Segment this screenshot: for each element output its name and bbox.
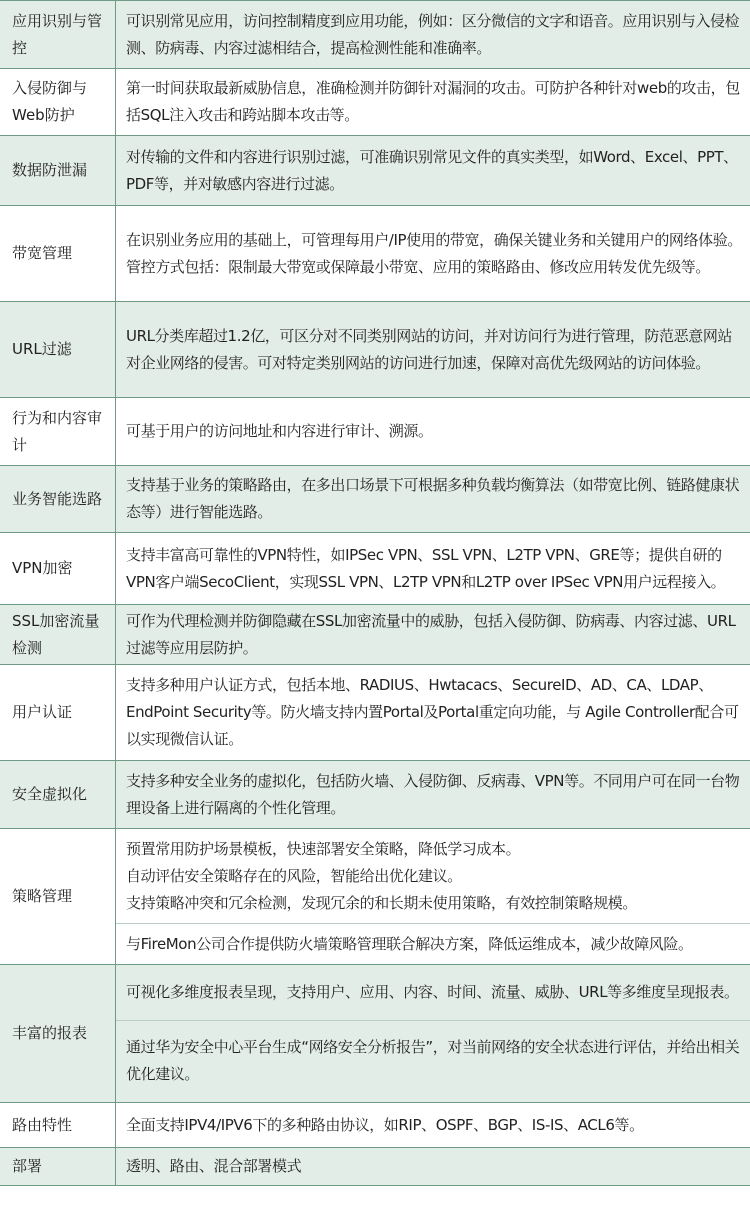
feature-name-reports: 丰富的报表: [0, 965, 116, 1103]
feature-desc-policy-mgmt: [116, 829, 750, 965]
feature-desc-reports: [116, 965, 750, 1103]
feature-desc-smart-routing: 支持基于业务的策略路由，在多出口场景下可根据多种负载均衡算法（如带宽比例、链路健康状态等）进行智能选路。: [116, 466, 750, 533]
feature-name-policy-mgmt: 策略管理: [0, 829, 116, 965]
policy-mgmt-block-firemon: [116, 923, 750, 964]
feature-name-app-control: 应用识别与管控: [0, 1, 116, 69]
feature-desc-virtualization: 支持多种安全业务的虚拟化，包括防火墙、入侵防御、反病毒、VPN等。不同用户可在同一台物理设备上进行隔离的个性化管理。: [116, 761, 750, 829]
feature-name-user-auth: 用户认证: [0, 665, 116, 761]
feature-name-virtualization: 安全虚拟化: [0, 761, 116, 829]
feature-name-deployment: 部署: [0, 1148, 116, 1186]
feature-name-ssl-inspection: SSL加密流量检测: [0, 605, 116, 665]
policy-mgmt-line-conflict: 支持策略冲突和冗余检测，发现冗余的和长期未使用策略，有效控制策略规模。: [126, 893, 638, 912]
feature-desc-bandwidth: 在识别业务应用的基础上，可管理每用户/IP使用的带宽，确保关键业务和关键用户的网络体验。管控方式包括：限制最大带宽或保障最小带宽、应用的策略路由、修改应用转发优先级等。: [116, 206, 750, 302]
feature-name-audit: 行为和内容审计: [0, 398, 116, 466]
policy-mgmt-line-templates: 预置常用防护场景模板，快速部署安全策略，降低学习成本。: [126, 839, 521, 858]
feature-desc-url-filter: URL分类库超过1.2亿，可区分对不同类别网站的访问，并对访问行为进行管理，防范恶意网站对企业网络的侵害。可对特定类别网站的访问进行加速，保障对高优先级网站的访问体验。: [116, 302, 750, 398]
feature-desc-audit: 可基于用户的访问地址和内容进行审计、溯源。: [116, 398, 750, 466]
feature-name-url-filter: URL过滤: [0, 302, 116, 398]
policy-mgmt-line-risk-eval: 自动评估安全策略存在的风险，智能给出优化建议。: [126, 866, 462, 885]
feature-name-ips-web: 入侵防御与Web防护: [0, 69, 116, 136]
reports-line-analysis: 通过华为安全中心平台生成“网络安全分析报告”，对当前网络的安全状态进行评估，并给出相关优化建议。: [126, 1038, 740, 1084]
policy-mgmt-block-main: [116, 829, 750, 923]
feature-name-dlp: 数据防泄漏: [0, 136, 116, 206]
feature-desc-user-auth: 支持多种用户认证方式，包括本地、RADIUS、Hwtacacs、SecureID、AD、CA、LDAP、EndPoint Security等。防火墙支持内置Portal及Portal重定向功能，与 Agile Controller配合可以实现微信认证。: [116, 665, 750, 761]
feature-desc-app-control: 可识别常见应用，访问控制精度到应用功能，例如：区分微信的文字和语音。应用识别与入侵检测、防病毒、内容过滤相结合，提高检测性能和准确率。: [116, 1, 750, 69]
policy-mgmt-line-firemon: 与FireMon公司合作提供防火墙策略管理联合解决方案，降低运维成本，减少故障风险。: [126, 934, 693, 953]
reports-block-analysis: [116, 1020, 750, 1103]
feature-name-bandwidth: 带宽管理: [0, 206, 116, 302]
feature-desc-ips-web: 第一时间获取最新威胁信息，准确检测并防御针对漏洞的攻击。可防护各种针对web的攻击，包括SQL注入攻击和跨站脚本攻击等。: [116, 69, 750, 136]
feature-name-routing: 路由特性: [0, 1103, 116, 1148]
feature-name-vpn: VPN加密: [0, 533, 116, 605]
feature-desc-ssl-inspection: 可作为代理检测并防御隐藏在SSL加密流量中的威胁，包括入侵防御、防病毒、内容过滤、URL过滤等应用层防护。: [116, 605, 750, 665]
reports-line-visual: 可视化多维度报表呈现，支持用户、应用、内容、时间、流量、威胁、URL等多维度呈现报表。: [126, 982, 739, 1001]
feature-desc-deployment: 透明、路由、混合部署模式: [116, 1148, 750, 1186]
feature-name-smart-routing: 业务智能选路: [0, 466, 116, 533]
feature-desc-dlp: 对传输的文件和内容进行识别过滤，可准确识别常见文件的真实类型，如Word、Excel、PPT、PDF等，并对敏感内容进行过滤。: [116, 136, 750, 206]
feature-desc-routing: 全面支持IPV4/IPV6下的多种路由协议，如RIP、OSPF、BGP、IS-IS、ACL6等。: [116, 1103, 750, 1148]
feature-desc-vpn: 支持丰富高可靠性的VPN特性，如IPSec VPN、SSL VPN、L2TP VPN、GRE等；提供自研的VPN客户端SecoClient，实现SSL VPN、L2TP VPN和L2TP over IPSec VPN用户远程接入。: [116, 533, 750, 605]
reports-block-visual: [116, 965, 750, 1020]
